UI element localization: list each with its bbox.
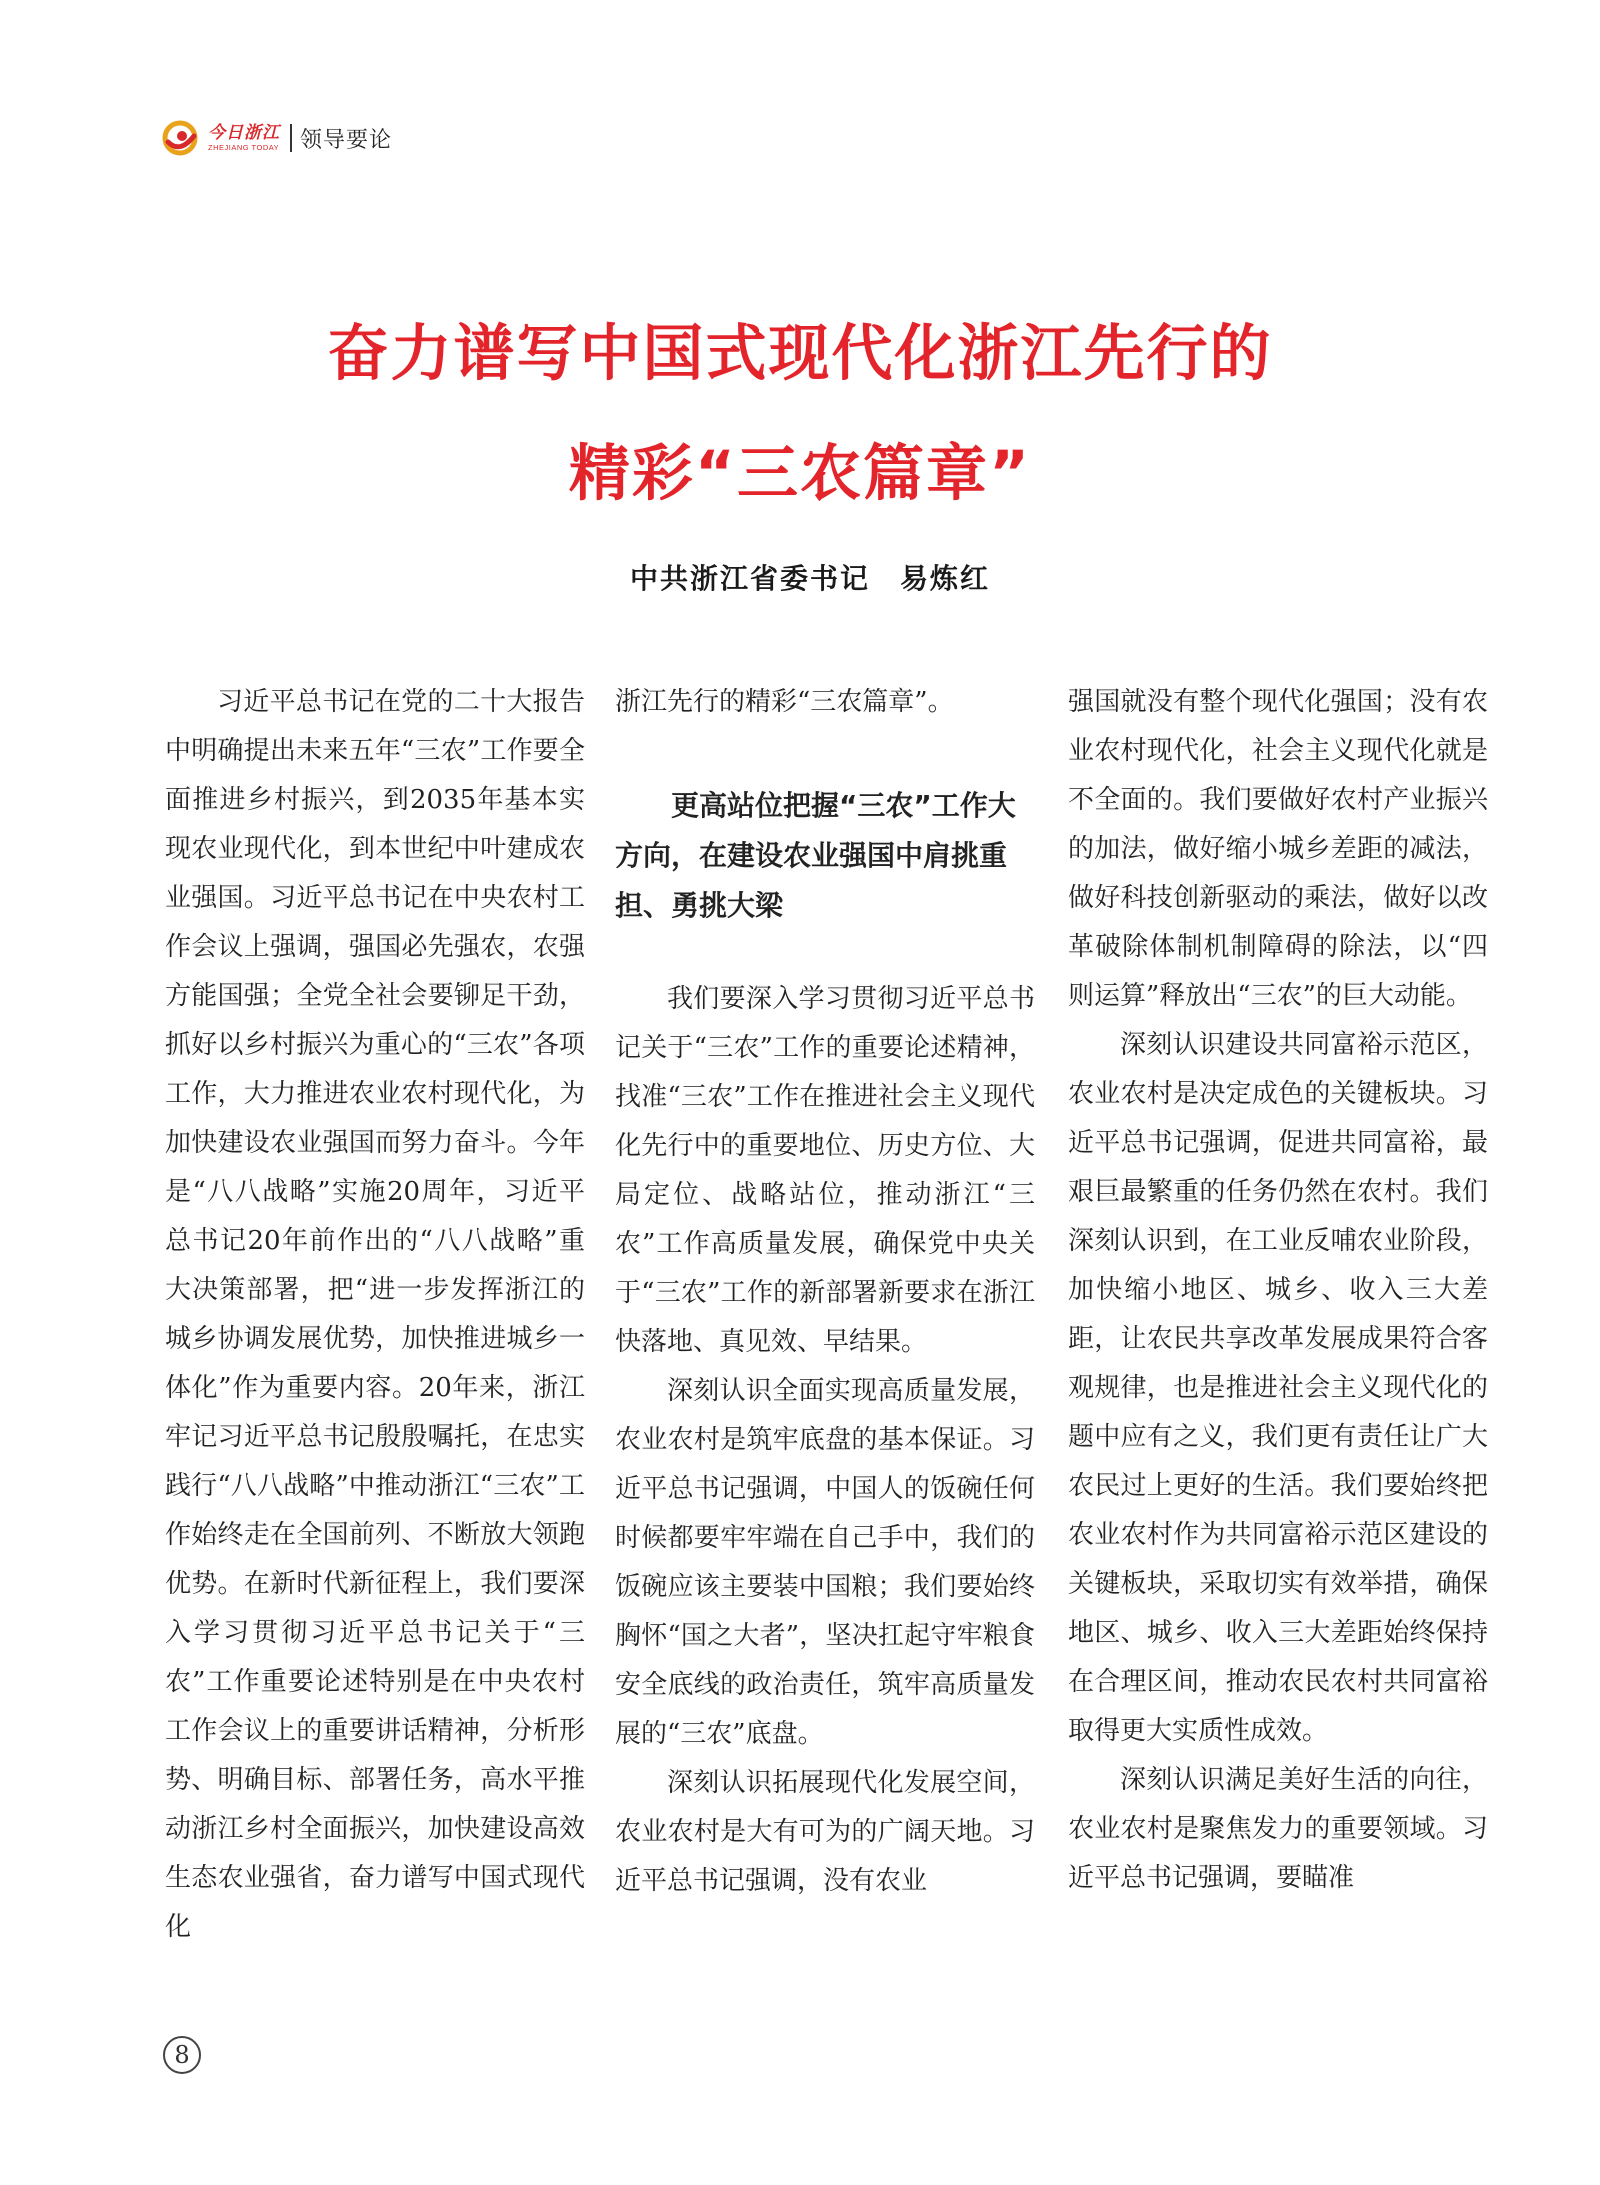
section-label: 领导要论	[300, 127, 393, 153]
title-line-1: 奋力谱写中国式现代化浙江先行的	[327, 318, 1273, 389]
sun-logo-icon	[160, 118, 204, 158]
paragraph: 习近平总书记在党的二十大报告中明确提出未来五年“三农”工作要全面推进乡村振兴，到2035年基本实现农业现代化，到本世纪中叶建成农业强国。习近平总书记在中央农村工作会议上强调，强国必先强农，农强方能国强；全党全社会要铆足干劲，抓好以乡村振兴为重心的“三农”各项工作，大力推进农业农村现代化，为加快建设农业强国而努力奋斗。今年是“八八战略”实施20周年，习近平总书记20年前作出的“八八战略”重大决策部署，把“进一步发挥浙江的城乡协调发展优势，加快推进城乡一体化”作为重要内容。20年来，浙江牢记习近平总书记殷殷嘱托，在忠实践行“八八战略”中推动浙江“三农”工作始终走在全国前列、不断放大领跑优势。在新时代新征程上，我们要深入学习贯彻习近平总书记关于“三农”工作重要论述特别是在中央农村工作会议上的重要讲话精神，分析形势、明确目标、部署任务，高水平推动浙江乡村全面振兴，加快建设高效生态农业强省，奋力谱写中国式现代化	[165, 687, 585, 1942]
paragraph: 深刻认识拓展现代化发展空间，农业农村是大有可为的广阔天地。习近平总书记强调，没有农业	[615, 1768, 1035, 1896]
paragraph: 深刻认识满足美好生活的向往，农业农村是聚焦发力的重要领域。习近平总书记强调，要瞄准	[1068, 1765, 1488, 1893]
page-number: 8	[163, 2036, 201, 2074]
paragraph: 我们要深入学习贯彻习近平总书记关于“三农”工作的重要论述精神，找准“三农”工作在推进社会主义现代化先行中的重要地位、历史方位、大局定位、战略站位，推动浙江“三农”工作高质量发展，确保党中央关于“三农”工作的新部署新要求在浙江快落地、真见效、早结果。	[615, 984, 1035, 1357]
column-3	[1068, 678, 1488, 1903]
logo-cn: 今日浙江	[208, 123, 280, 143]
byline: 中共浙江省委书记 易炼红	[630, 562, 991, 595]
masthead	[160, 118, 392, 158]
logo-en: ZHEJIANG TODAY	[208, 143, 280, 152]
paragraph-continued: 强国就没有整个现代化强国；没有农业农村现代化，社会主义现代化就是不全面的。我们要做好农村产业振兴的加法，做好缩小城乡差距的减法，做好科技创新驱动的乘法，做好以改革破除体制机制障碍的除法，以“四则运算”释放出“三农”的巨大动能。	[1068, 687, 1488, 1011]
logo-wordmark	[208, 124, 280, 152]
title-line-2: 精彩“三农篇章”	[568, 438, 1032, 509]
column-2	[615, 678, 1035, 1906]
column-1	[165, 678, 585, 1952]
section-subheading: 更高站位把握“三农”工作大方向，在建设农业强国中肩挑重担、勇挑大梁	[615, 789, 1016, 922]
paragraph-continued: 浙江先行的精彩“三农篇章”。	[615, 687, 954, 717]
paragraph: 深刻认识全面实现高质量发展，农业农村是筑牢底盘的基本保证。习近平总书记强调，中国人的饭碗任何时候都要牢牢端在自己手中，我们的饭碗应该主要装中国粮；我们要始终胸怀“国之大者”，坚决扛起守牢粮食安全底线的政治责任，筑牢高质量发展的“三农”底盘。	[615, 1376, 1035, 1749]
header-divider	[290, 124, 292, 152]
paragraph: 深刻认识建设共同富裕示范区，农业农村是决定成色的关键板块。习近平总书记强调，促进共同富裕，最艰巨最繁重的任务仍然在农村。我们深刻认识到，在工业反哺农业阶段，加快缩小地区、城乡、收入三大差距，让农民共享改革发展成果符合客观规律，也是推进社会主义现代化的题中应有之义，我们更有责任让广大农民过上更好的生活。我们要始终把农业农村作为共同富裕示范区建设的关键板块，采取切实有效举措，确保地区、城乡、收入三大差距始终保持在合理区间，推动农民农村共同富裕取得更大实质性成效。	[1068, 1030, 1488, 1746]
